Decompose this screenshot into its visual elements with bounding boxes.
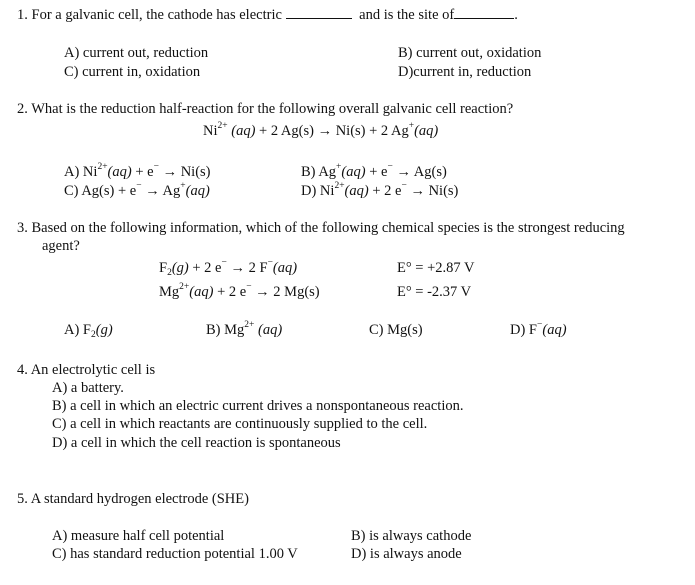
q2-c-arrow: → <box>145 183 160 199</box>
q2-c-label: C) Ag(s) + e <box>64 183 137 199</box>
q2-option-c <box>64 182 210 200</box>
q3-r2-aq: (aq) <box>189 284 214 300</box>
q3-d-aq: (aq) <box>542 322 567 338</box>
q2-b-charge: + <box>336 162 342 172</box>
q1-text: 1. For a galvanic cell, the cathode has electric <box>17 7 282 23</box>
q2-eq-arrow: → <box>317 123 333 139</box>
q2-d-aq: (aq) <box>344 183 369 199</box>
q3-b-label: B) Mg <box>206 322 245 338</box>
q2-eq-aq: (aq) <box>231 123 256 139</box>
q3-r1-f: F <box>159 260 168 276</box>
q2-b-aq: (aq) <box>341 164 366 180</box>
q2-d-prod: Ni(s) <box>428 183 459 199</box>
q2-d-charge: 2+ <box>334 181 345 191</box>
q3-reaction-2 <box>159 283 320 301</box>
q3-d-charge: − <box>537 320 543 330</box>
q2-d-e-charge: − <box>401 181 407 191</box>
q3-option-d <box>510 321 567 339</box>
q2-c-prod: Ag <box>162 183 181 199</box>
q3-b-aq: (aq) <box>258 322 283 338</box>
q2-option-a <box>64 163 211 181</box>
q5-option-d: D) is always anode <box>351 546 462 562</box>
q3-option-b <box>206 321 282 339</box>
q4-text: 4. An electrolytic cell is <box>17 362 156 378</box>
q2-a-prod: Ni(s) <box>180 164 211 180</box>
q2-eq-plus2: + 2 Ag <box>369 123 409 139</box>
q1-blank-2 <box>454 6 514 19</box>
q3-b-charge: 2+ <box>244 320 255 330</box>
q3-text-line2: agent? <box>42 238 80 254</box>
q3-d-label: D) F <box>510 322 537 338</box>
q3-r1-aq: (aq) <box>272 260 298 276</box>
q2-b-label: B) Ag <box>301 164 337 180</box>
q3-option-c: C) Mg(s) <box>369 322 423 338</box>
q2-d-label: D) Ni <box>301 183 335 199</box>
q2-text: 2. What is the reduction half-reaction for the following overall galvanic cell reaction? <box>17 101 514 117</box>
q2-b-rest: + e <box>369 164 388 180</box>
q3-r1-prod: 2 F <box>248 260 268 276</box>
q2-option-b <box>301 163 447 181</box>
q3-a-g: (g) <box>95 322 113 338</box>
q4-option-c: C) a cell in which reactants are continuously supplied to the cell. <box>52 416 428 432</box>
q2-b-e-charge: − <box>387 162 393 172</box>
q3-r1-g: (g) <box>171 260 189 276</box>
q2-d-rest: + 2 e <box>372 183 402 199</box>
q2-a-e-charge: − <box>153 162 159 172</box>
q3-reaction-1 <box>159 259 297 277</box>
q3-r2-e-charge: − <box>246 282 252 292</box>
q2-eq-plus1: + 2 Ag(s) <box>259 123 314 139</box>
q3-r1-rest: + 2 e <box>192 260 222 276</box>
q3-option-a <box>64 321 113 339</box>
q2-c-e-charge: − <box>136 181 142 191</box>
q5-option-c: C) has standard reduction potential 1.00 V <box>52 546 298 562</box>
q2-c-charge: + <box>180 181 186 191</box>
q2-eq-aq2: (aq) <box>414 123 439 139</box>
q2-a-aq: (aq) <box>107 164 132 180</box>
q2-b-prod: Ag(s) <box>413 164 447 180</box>
q2-eq-ni: Ni <box>203 123 218 139</box>
q3-r2-rest: + 2 e <box>217 284 247 300</box>
q2-c-aq: (aq) <box>185 183 210 199</box>
q2-d-arrow: → <box>410 183 425 199</box>
q2-option-d <box>301 182 458 200</box>
q3-r2-mg-charge: 2+ <box>179 282 190 292</box>
q2-eq-ag-charge: + <box>408 121 415 131</box>
q3-text-line1: 3. Based on the following information, which of the following chemical species is the strongest reducing <box>17 220 625 236</box>
q1-blank-1 <box>286 6 352 19</box>
q4-option-d: D) a cell in which the cell reaction is spontaneous <box>52 435 341 451</box>
q5-option-a: A) measure half cell potential <box>52 528 225 544</box>
q1-option-b: B) current out, oxidation <box>398 45 542 61</box>
q3-r2-e0: E° = -2.37 V <box>397 284 472 300</box>
q2-a-arrow: → <box>162 164 178 180</box>
q2-b-arrow: → <box>396 164 411 180</box>
q2-a-charge: 2+ <box>97 162 108 172</box>
q2-a-label: A) Ni <box>64 164 98 180</box>
q4-option-b: B) a cell in which an electric current drives a nonspontaneous reaction. <box>52 398 464 414</box>
q2-eq-ni-s: Ni(s) <box>335 123 366 139</box>
q2-overall-equation <box>203 122 438 140</box>
q3-r1-arrow: → <box>230 260 245 276</box>
question-1 <box>17 6 518 24</box>
q5-option-b: B) is always cathode <box>351 528 472 544</box>
q3-a-sub: 2 <box>91 330 96 340</box>
q3-r2-prod: 2 Mg(s) <box>273 284 320 300</box>
q3-r1-e-charge: − <box>221 258 227 268</box>
q3-r2-mg: Mg <box>159 284 180 300</box>
q3-r2-arrow: → <box>255 284 270 300</box>
q1-option-c: C) current in, oxidation <box>64 64 201 80</box>
q2-eq-ni-charge: 2+ <box>217 121 228 131</box>
q3-r1-f-sub: 2 <box>167 268 172 278</box>
q1-option-a: A) current out, reduction <box>64 45 209 61</box>
q3-r1-prod-charge: − <box>267 258 273 268</box>
q3-r1-e0: E° = +2.87 V <box>397 260 475 276</box>
q1-end: . <box>514 7 518 23</box>
q2-a-rest: + e <box>135 164 154 180</box>
q1-option-d: D)current in, reduction <box>398 64 532 80</box>
q1-mid: and is the site of <box>359 7 455 23</box>
q4-option-a: A) a battery. <box>52 380 124 396</box>
q3-a-label: A) F <box>64 322 91 338</box>
q5-text: 5. A standard hydrogen electrode (SHE) <box>17 491 249 507</box>
